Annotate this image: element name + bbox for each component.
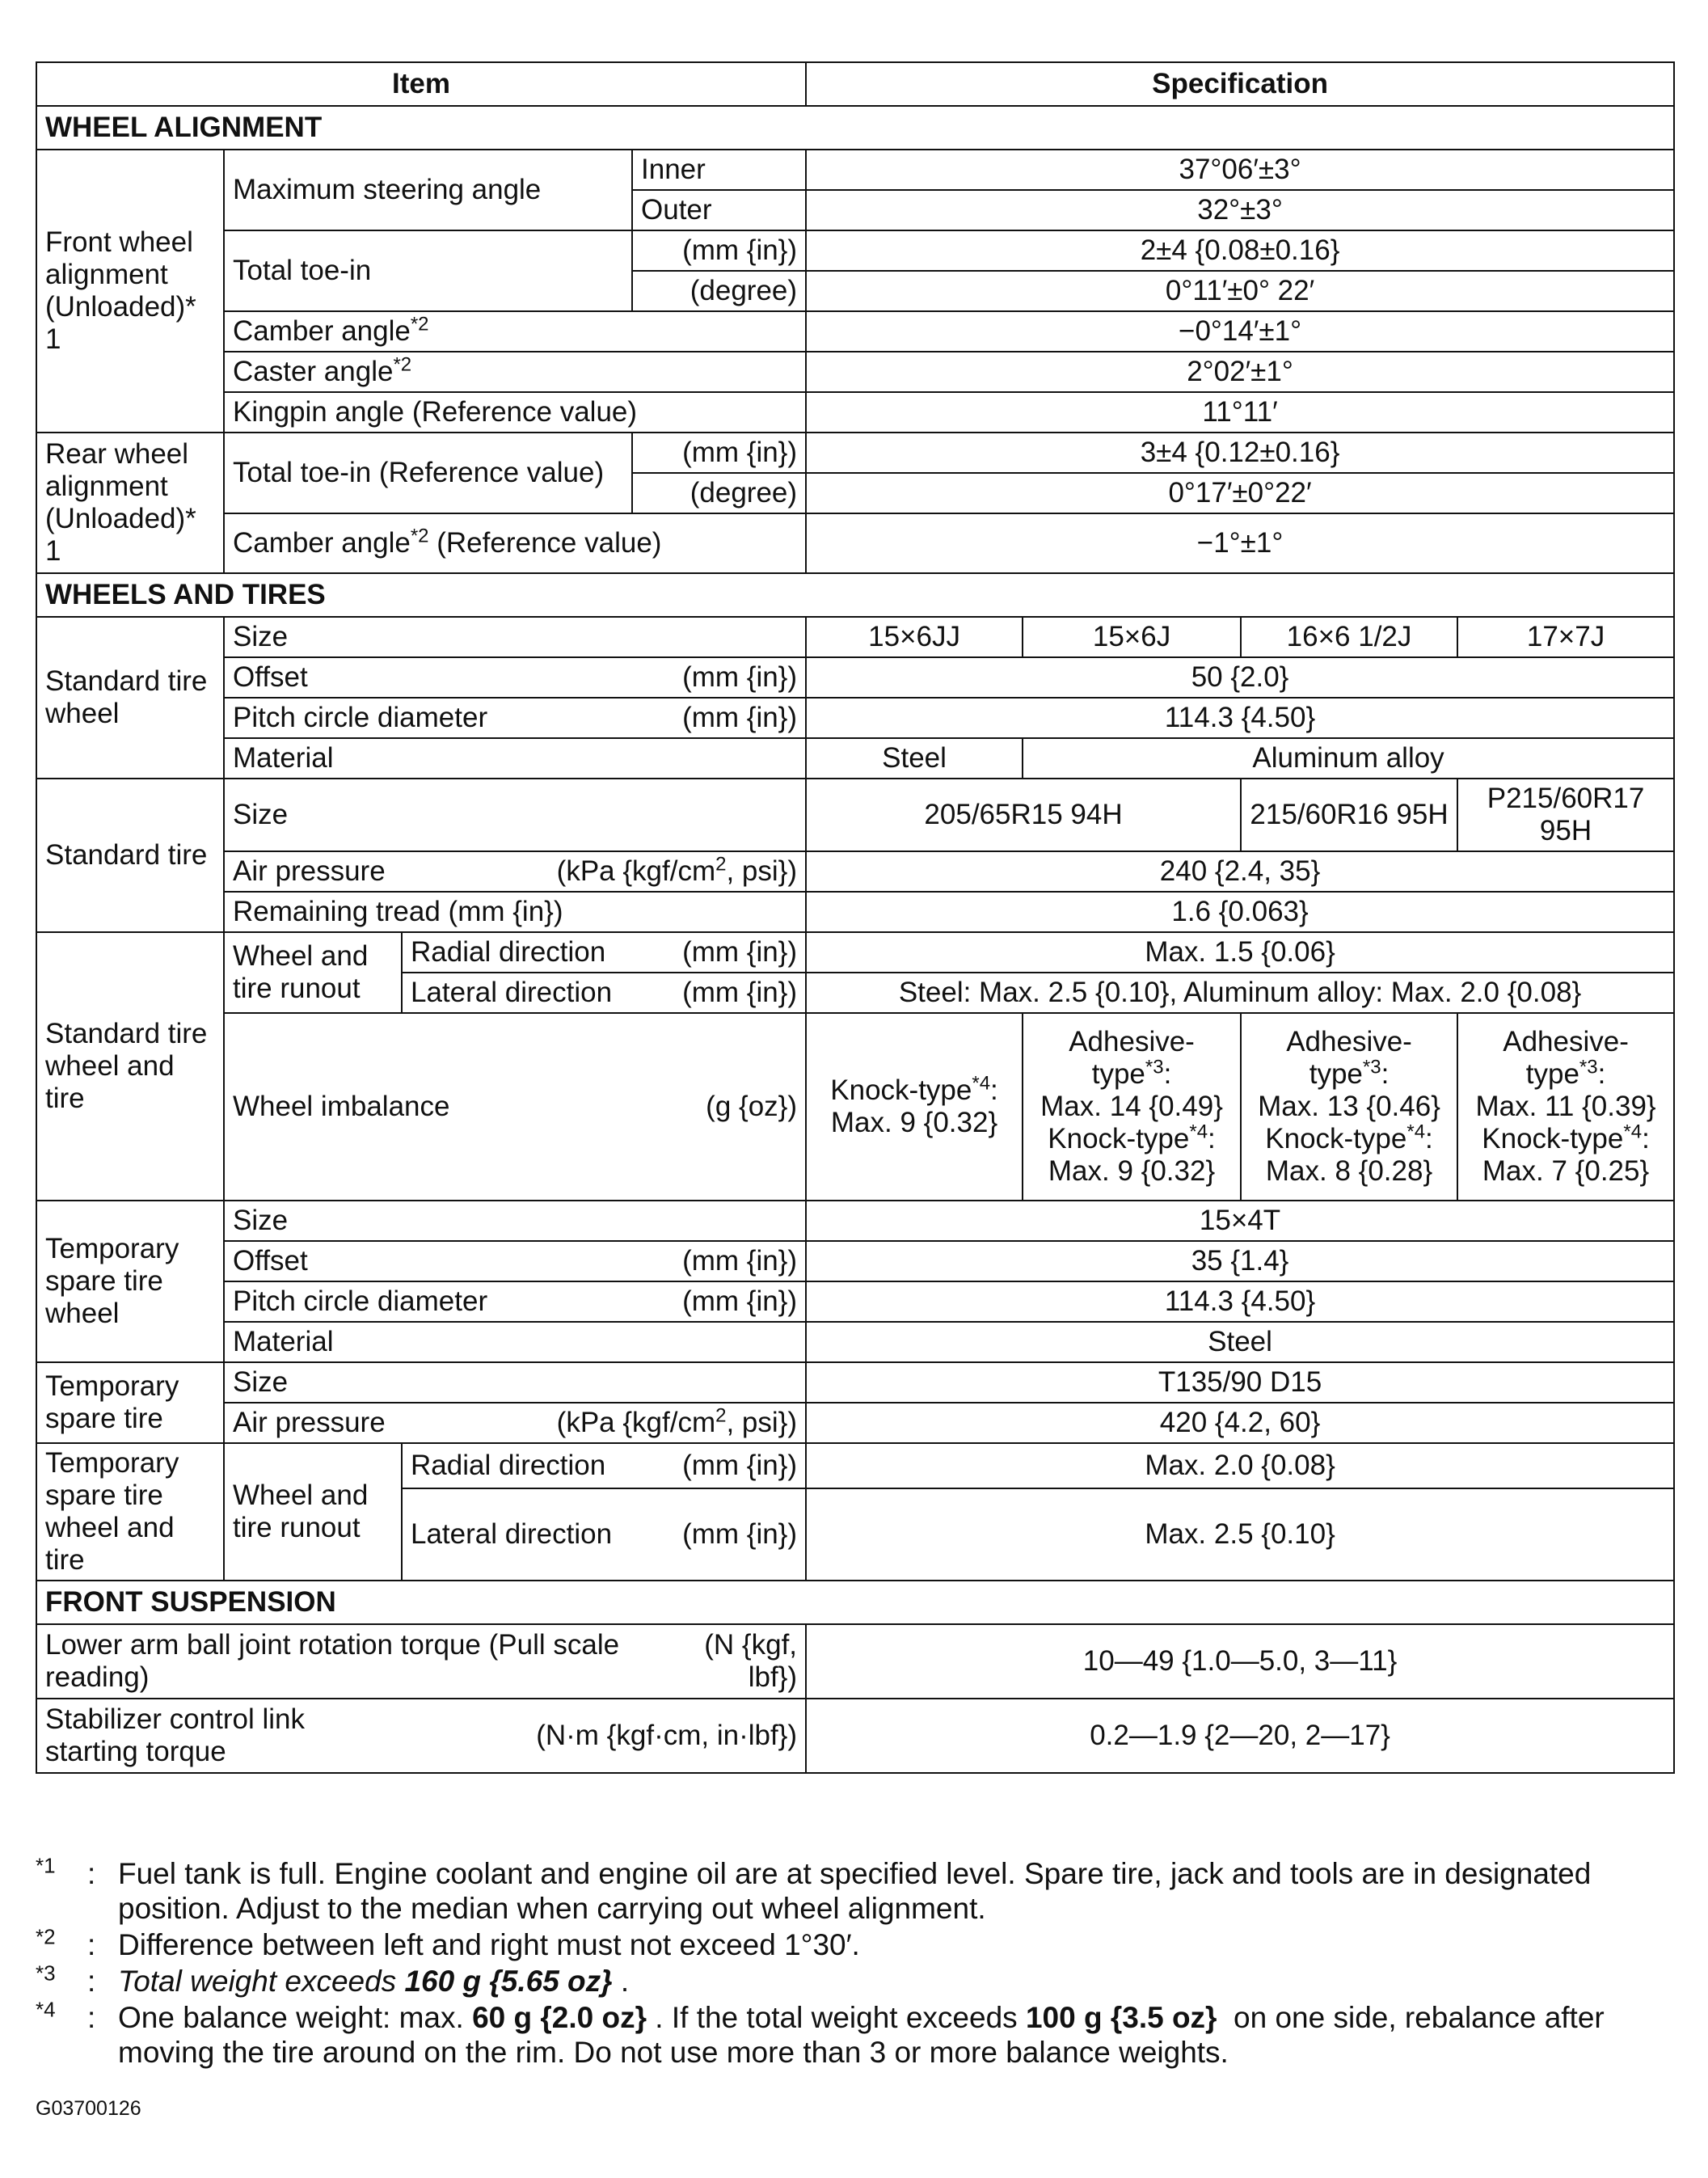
- table-header-row: [36, 62, 1674, 106]
- inner-label: Inner: [632, 150, 806, 190]
- temp-wheel-tire-group: Temporary spare tire wheel and tire: [36, 1443, 224, 1581]
- temp-pcd-label: Pitch circle diameter (mm {in}): [224, 1281, 806, 1322]
- footnote-mark: *2: [393, 353, 412, 376]
- std-radial-value: Max. 1.5 {0.06}: [806, 932, 1674, 973]
- temp-air-value: 420 {4.2, 60}: [806, 1403, 1674, 1443]
- std-radial-label: Radial direction (mm {in}): [402, 932, 806, 973]
- front-camber-value: −0°14′±1°: [806, 311, 1674, 352]
- wheel-size-3: 16×6 1/2J: [1241, 617, 1457, 657]
- rear-toe-mm-value: 3±4 {0.12±0.16}: [806, 433, 1674, 473]
- std-offset-value: 50 {2.0}: [806, 657, 1674, 698]
- front-toe-mm-value: 2±4 {0.08±0.16}: [806, 230, 1674, 271]
- table-row: [36, 352, 1674, 392]
- std-wheel-size-label: Size: [224, 617, 806, 657]
- item-column-header: Item: [36, 62, 806, 106]
- temp-lateral-value: Max. 2.5 {0.10}: [806, 1488, 1674, 1581]
- table-row: [36, 1443, 1674, 1488]
- table-row: [36, 779, 1674, 851]
- rear-alignment-group: Rear wheel alignment (Unloaded)* 1: [36, 433, 224, 573]
- caster-value: 2°02′±1°: [806, 352, 1674, 392]
- tire-size-17: P215/60R17 95H: [1457, 779, 1674, 851]
- section-row: [36, 573, 1674, 617]
- tire-size-15: 205/65R15 94H: [806, 779, 1241, 851]
- footnotes: [36, 1853, 1673, 2071]
- temp-offset-value: 35 {1.4}: [806, 1241, 1674, 1281]
- std-lateral-value: Steel: Max. 2.5 {0.10}, Aluminum alloy: Max. 2.0 {0.08}: [806, 973, 1674, 1013]
- imbalance-16: Adhesive-type$^{*3}$: Max. 13 {0.46} Knock-type$^{*4}$: Max. 8 {0.28}: [1241, 1013, 1457, 1201]
- temp-runout-label: Wheel and tire runout: [224, 1443, 402, 1581]
- footnote-mark: *2: [410, 313, 429, 336]
- table-row: [36, 1013, 1674, 1201]
- rear-camber-label: Camber angle$^{*2}$ (Reference value): [224, 513, 806, 573]
- std-pcd-value: 114.3 {4.50}: [806, 698, 1674, 738]
- temp-radial-value: Max. 2.0 {0.08}: [806, 1443, 1674, 1488]
- std-air-value: 240 {2.4, 35}: [806, 851, 1674, 892]
- specification-table: [36, 61, 1675, 1774]
- section-wheel-alignment: WHEEL ALIGNMENT: [36, 106, 1674, 150]
- table-row: [36, 698, 1674, 738]
- max-steering-label: Maximum steering angle: [224, 150, 632, 230]
- imbalance-label: Wheel imbalance (g {oz}): [224, 1013, 806, 1201]
- table-row: [36, 1322, 1674, 1362]
- rear-camber-value: −1°±1°: [806, 513, 1674, 573]
- table-row: [36, 230, 1674, 271]
- temp-material-value: Steel: [806, 1322, 1674, 1362]
- tire-size-16: 215/60R16 95H: [1241, 779, 1457, 851]
- figure-code: G03700126: [36, 2097, 141, 2120]
- temp-tire-group: Temporary spare tire: [36, 1362, 224, 1443]
- section-row: [36, 1581, 1674, 1624]
- table-row: [36, 1403, 1674, 1443]
- table-row: [36, 311, 1674, 352]
- table-row: [36, 1362, 1674, 1403]
- wheel-size-1: 15×6JJ: [806, 617, 1023, 657]
- table-row: [36, 513, 1674, 573]
- table-row: [36, 1699, 1674, 1773]
- temp-tire-size-label: Size: [224, 1362, 806, 1403]
- outer-value: 32°±3°: [806, 190, 1674, 230]
- caster-label: Caster angle$^{*2}$: [224, 352, 806, 392]
- table-row: [36, 1201, 1674, 1241]
- section-row: [36, 106, 1674, 150]
- imbalance-17: Adhesive-type$^{*3}$: Max. 11 {0.39} Knock-type$^{*4}$: Max. 7 {0.25}: [1457, 1013, 1674, 1201]
- section-wheels-tires: WHEELS AND TIRES: [36, 573, 1674, 617]
- table-row: [36, 392, 1674, 433]
- outer-label: Outer: [632, 190, 806, 230]
- temp-offset-label: Offset (mm {in}): [224, 1241, 806, 1281]
- table-row: [36, 738, 1674, 779]
- spec-column-header: Specification: [806, 62, 1674, 106]
- temp-size-value: 15×4T: [806, 1201, 1674, 1241]
- footnote-mark: *3: [36, 1961, 56, 1986]
- temp-size-label: Size: [224, 1201, 806, 1241]
- footnote-3: $^{*3}$ : Total weight exceeds 160 g {5.65 oz} .: [36, 1961, 630, 1998]
- rear-toe-deg-value: 0°17′±0°22′: [806, 473, 1674, 513]
- unit-degree: (degree): [632, 473, 806, 513]
- table-row: [36, 932, 1674, 973]
- footnote-1: $^{*1}$ : Fuel tank is full. Engine coolant and engine oil are at specified level. Spare tire, jack and tools are in designated position. Adjust to the median when carrying out wheel alignment.: [36, 1853, 1592, 1925]
- temp-air-label: Air pressure (kPa {$kgf/cm^2$, psi}): [224, 1403, 806, 1443]
- lower-arm-label: Lower arm ball joint rotation torque (Pull scale reading) (N {kgf, lbf}): [36, 1624, 806, 1699]
- std-air-label: Air pressure (kPa {$kgf/cm^2$, psi}): [224, 851, 806, 892]
- front-toe-deg-value: 0°11′±0° 22′: [806, 271, 1674, 311]
- front-alignment-group: Front wheel alignment (Unloaded)* 1: [36, 150, 224, 433]
- unit-mm: (mm {in}): [632, 230, 806, 271]
- table-row: [36, 150, 1674, 190]
- temp-material-label: Material: [224, 1322, 806, 1362]
- std-wheel-group: Standard tire wheel: [36, 617, 224, 779]
- lower-arm-value: 10—49 {1.0—5.0, 3—11}: [806, 1624, 1674, 1699]
- std-pcd-label: Pitch circle diameter (mm {in}): [224, 698, 806, 738]
- table-row: [36, 851, 1674, 892]
- table-row: [36, 892, 1674, 932]
- section-front-suspension: FRONT SUSPENSION: [36, 1581, 1674, 1624]
- std-lateral-label: Lateral direction (mm {in}): [402, 973, 806, 1013]
- table-row: [36, 433, 1674, 473]
- temp-lateral-label: Lateral direction (mm {in}): [402, 1488, 806, 1581]
- temp-pcd-value: 114.3 {4.50}: [806, 1281, 1674, 1322]
- kingpin-label: Kingpin angle (Reference value): [224, 392, 806, 433]
- inner-value: 37°06′±3°: [806, 150, 1674, 190]
- imbalance-15j: Adhesive-type$^{*3}$: Max. 14 {0.49} Knock-type$^{*4}$: Max. 9 {0.32}: [1023, 1013, 1241, 1201]
- std-material-label: Material: [224, 738, 806, 779]
- footnote-4: $^{*4}$ : One balance weight: max. 60 g {2.0 oz} . If the total weight exceeds 100 g {3.5 oz} on one side, rebalance after moving the tire around on the rim. Do not use more than 3 or more balance weights.: [36, 1997, 1613, 2069]
- temp-tire-size-value: T135/90 D15: [806, 1362, 1674, 1403]
- table-row: [36, 1241, 1674, 1281]
- kingpin-value: 11°11′: [806, 392, 1674, 433]
- front-toe-label: Total toe-in: [224, 230, 632, 311]
- footnote-mark: *2: [410, 525, 429, 547]
- tread-label: Remaining tread (mm {in}): [224, 892, 806, 932]
- unit-degree: (degree): [632, 271, 806, 311]
- wheel-size-4: 17×7J: [1457, 617, 1674, 657]
- table-row: [36, 1624, 1674, 1699]
- std-wheel-tire-group: Standard tire wheel and tire: [36, 932, 224, 1201]
- std-tire-size-label: Size: [224, 779, 806, 851]
- std-runout-label: Wheel and tire runout: [224, 932, 402, 1013]
- rear-toe-label: Total toe-in (Reference value): [224, 433, 632, 513]
- temp-wheel-group: Temporary spare tire wheel: [36, 1201, 224, 1362]
- tread-value: 1.6 {0.063}: [806, 892, 1674, 932]
- temp-radial-label: Radial direction (mm {in}): [402, 1443, 806, 1488]
- material-steel: Steel: [806, 738, 1023, 779]
- table-row: [36, 617, 1674, 657]
- footnote-mark: *2: [36, 1924, 56, 1949]
- std-tire-group: Standard tire: [36, 779, 224, 932]
- footnote-mark: *1: [36, 1853, 56, 1878]
- unit-mm: (mm {in}): [632, 433, 806, 473]
- material-alloy: Aluminum alloy: [1023, 738, 1674, 779]
- stabilizer-label: Stabilizer control link starting torque (N·m {kgf·cm, in·lbf}): [36, 1699, 806, 1773]
- wheel-size-2: 15×6J: [1023, 617, 1241, 657]
- std-offset-label: Offset (mm {in}): [224, 657, 806, 698]
- footnote-2: $^{*2}$ : Difference between left and right must not exceed 1°30′.: [36, 1924, 860, 1961]
- imbalance-15jj: Knock-type$^{*4}$: Max. 9 {0.32}: [806, 1013, 1023, 1201]
- stabilizer-value: 0.2—1.9 {2—20, 2—17}: [806, 1699, 1674, 1773]
- table-row: [36, 1281, 1674, 1322]
- front-camber-label: Camber angle$^{*2}$: [224, 311, 806, 352]
- table-row: [36, 657, 1674, 698]
- footnote-mark: *4: [36, 1997, 56, 2022]
